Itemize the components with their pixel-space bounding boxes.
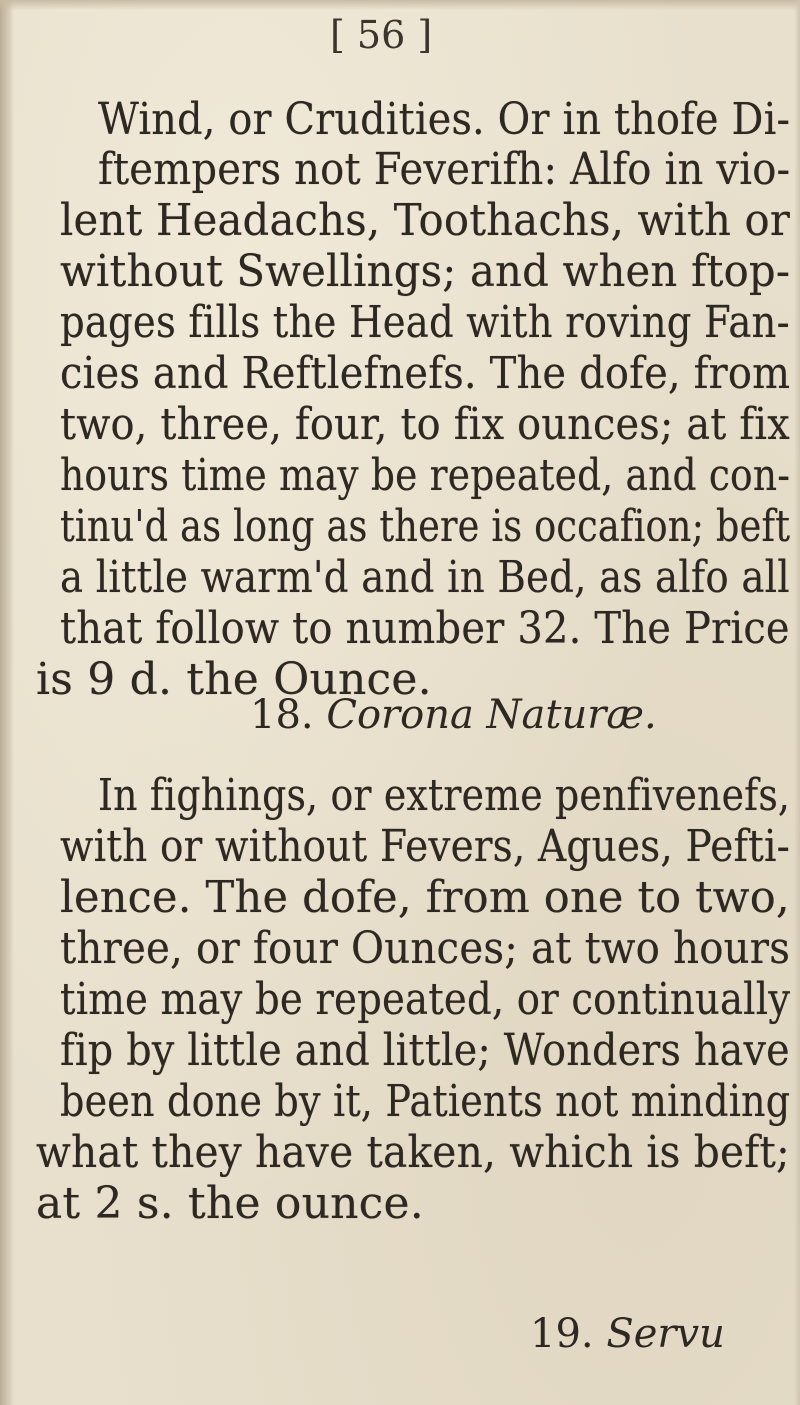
section-number: 18. xyxy=(250,692,314,738)
text-line: tinu'd as long as there is occafion; beft xyxy=(60,501,791,552)
catchword: Servu xyxy=(606,1311,725,1357)
text-line: been done by it, Patients not minding xyxy=(60,1076,791,1127)
section-heading xyxy=(250,691,657,739)
text-line: lent Headachs, Toothachs, with or xyxy=(60,195,791,246)
text-line: time may be repeated, or continually xyxy=(60,974,791,1025)
page-top-edge xyxy=(0,0,800,10)
text-line: at 2 s. the ounce. xyxy=(36,1178,424,1229)
footer-number: 19. xyxy=(530,1311,594,1357)
text-line: hours time may be repeated, and con- xyxy=(60,450,791,501)
text-line: a little warm'd and in Bed, as alfo all xyxy=(60,552,790,603)
text-line: without Swellings; and when ftop- xyxy=(60,246,791,297)
text-line: with or without Fevers, Agues, Pefti- xyxy=(60,821,791,872)
text-line: lence. The dofe, from one to two, xyxy=(60,872,790,923)
text-line: what they have taken, which is beft; xyxy=(36,1127,790,1178)
text-line: Wind, or Crudities. Or in thofe Di- xyxy=(98,94,791,145)
page-number: [ 56 ] xyxy=(330,13,433,57)
text-line: three, or four Ounces; at two hours xyxy=(60,923,791,974)
page-gutter-shadow xyxy=(0,0,14,1405)
text-line: ftempers not Feverifh: Alfo in vio- xyxy=(98,144,791,195)
footer-catchword xyxy=(530,1310,725,1358)
text-line: pages fills the Head with roving Fan- xyxy=(60,297,790,348)
text-line: that follow to number 32. The Price xyxy=(60,603,790,654)
text-line: two, three, four, to fix ounces; at fix xyxy=(60,399,790,450)
text-line: is 9 d. the Ounce. xyxy=(36,654,432,705)
text-line: fip by little and little; Wonders have xyxy=(60,1025,790,1076)
text-line: cies and Reftlefnefs. The dofe, from xyxy=(60,348,791,399)
section-title: Corona Naturæ. xyxy=(326,692,657,738)
text-line: In fighings, or extreme penfivenefs, xyxy=(98,770,791,821)
page-right-edge xyxy=(794,0,800,1405)
